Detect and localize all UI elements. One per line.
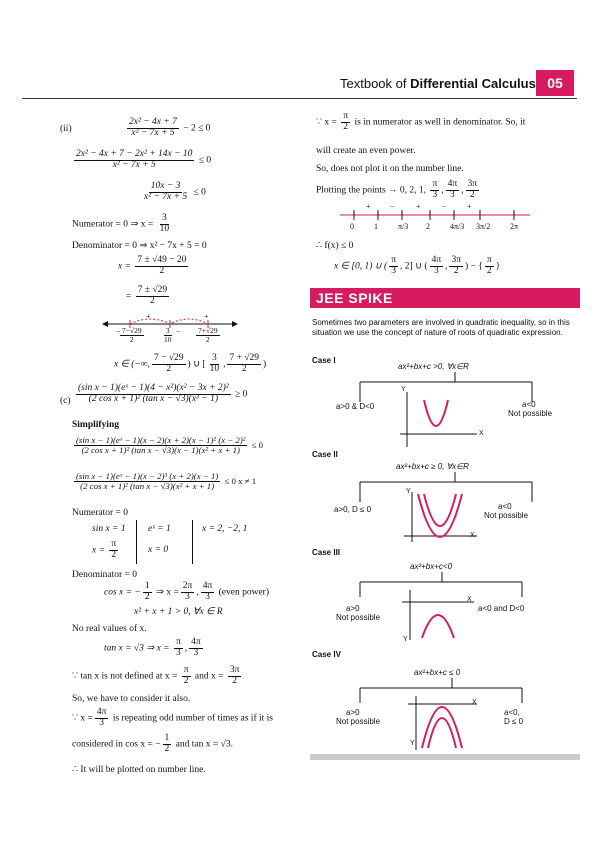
exp-root: eˣ = 1 [148, 524, 171, 534]
number-line-point: 2 [426, 222, 430, 231]
sin-root-x: x = $\frac{\pi}{2}$ [92, 539, 117, 560]
divider-2 [192, 520, 193, 564]
divider-1 [136, 520, 137, 564]
fx-condition: ∴ f(x) ≤ 0 [316, 241, 354, 251]
final-solution: x ∈ [0, 1) ∪ ( $\frac{\pi}{3}$ , 2] ∪ ( $\frac{4\pi}{3}$ , $\frac{3\pi}{2}$ ) − { $\frac{\pi}{2}$ } [334, 255, 501, 276]
roots-line-1: x = $\frac{7 \pm √49 - 20}{2}$ [118, 255, 187, 276]
number-line-point: π/3 [398, 222, 409, 231]
running-header [340, 76, 536, 91]
plotting-points: Plotting the points → 0, 2, 1, $\frac{\pi}{3}$ , $\frac{4\pi}{3}$ , $\frac{3\pi}{2}$ [316, 179, 478, 200]
case-1-condition: ax²+bx+c >0, ∀x∈R [398, 362, 469, 371]
nl-minus-1: − [116, 327, 121, 336]
pi-over-2-note: ∵ x = $\frac{\pi}{2}$ is in numerator as well in denominator. So, it [316, 111, 526, 132]
case-3-y-axis: Y [403, 636, 408, 643]
case-4-x-axis: X [472, 699, 477, 706]
no-plot-line: So, does not plot it on the number line. [316, 164, 464, 174]
simplify-2: $\frac{\text{(sin x − 1)(eˣ − 1)(x − 2)³ (x + 2)(x − 1)}}{\text{(2 cos x + 1)² (tan x − √3)(x² + x + 1)}}$ ≤ 0 x ≠ 1 [76, 471, 257, 492]
spike-intro: Sometimes two parameters are involved in quadratic inequality, so in this situation we use the concept of nature of roots of quadratic expression. [312, 318, 570, 337]
numerator-zero: Numerator = 0 [72, 508, 129, 518]
page-number: 05 [536, 70, 574, 96]
exp-root-x: x = 0 [148, 545, 169, 555]
jee-spike-title: JEE SPIKE [316, 290, 393, 306]
number-line-point: 0 [350, 222, 354, 231]
roots-line-2: = $\frac{7 \pm √29}{2}$ [126, 285, 168, 306]
no-real-values: No real values of x. [72, 624, 147, 634]
spike-bottom-bar [310, 754, 580, 760]
case-2-condition: ax²+bx+c ≥ 0, ∀x∈R [396, 462, 469, 471]
nl-point-2: $\frac{3}{10}$ [164, 326, 172, 344]
step-3: $\frac{10x - 3}{\text{x² − 7x + 5}}$ ≤ 0 [144, 181, 206, 202]
cos-line: cos x = − $\frac{1}{2}$ ⇒ x = $\frac{2\pi}{3}$ , $\frac{4\pi}{3}$ (even power) [104, 581, 270, 602]
repeating-line: ∵ x = $\frac{4\pi}{3}$ is repeating odd number of times as if it is [72, 707, 273, 728]
case-3-label: Case III [312, 548, 341, 557]
case-3-right: a<0 and D<0 [478, 604, 525, 613]
case-1-right-2: Not possible [508, 409, 553, 418]
header-rule [22, 98, 577, 99]
header-title: Differential Calculus [410, 76, 536, 91]
case-3-left-1: a>0 [346, 604, 360, 613]
nl-point-3: $\frac{7+√29}{2}$ [198, 326, 218, 344]
case-4-left-1: a>0 [346, 708, 360, 717]
consider-line: So, we have to consider it also. [72, 694, 191, 704]
label-c: (c) [60, 396, 71, 406]
case-2-y-axis: Y [406, 488, 411, 495]
label-ii: (ii) [60, 124, 72, 134]
tan-undefined: ∵ tan x is not defined at x = $\frac{\pi}{2}$ and x = $\frac{3\pi}{2}$ [72, 665, 240, 686]
step-1: $\frac{\text{2x² − 4x + 7}}{\text{x² − 7x + 5}}$ − 2 ≤ 0 [129, 117, 211, 138]
denominator-line: Denominator = 0 ⇒ x² − 7x + 5 = 0 [72, 241, 207, 251]
case-2-right-2: Not possible [484, 511, 529, 520]
case-4-condition: ax²+bx+c ≤ 0 [414, 668, 461, 677]
case-1-x-axis: X [479, 430, 484, 437]
denominator-zero: Denominator = 0 [72, 570, 137, 580]
number-line-sign: + [416, 202, 421, 211]
sin-root: sin x = 1 [92, 524, 126, 534]
case-2-label: Case II [312, 450, 338, 459]
case-1-y-axis: Y [401, 386, 406, 393]
nl-minus-2: − [176, 327, 181, 336]
considered-line: considered in cos x = − $\frac{1}{2}$ and tan x = √3. [72, 733, 233, 754]
case-4-label: Case IV [312, 650, 341, 659]
number-line-sign: + [467, 202, 472, 211]
problem-c: $\frac{\text{(sin x − 1)(eˣ − 1)(4 − x²)(x² − 3x + 2)²}}{\text{(2 cos x + 1)² (tan x − √3)(x³ − 1)}}$ ≥ 0 [78, 383, 248, 404]
case-1-right-1: a<0 [522, 400, 536, 409]
case-4-right-2: D ≤ 0 [504, 717, 524, 726]
number-line-point: 1 [374, 222, 378, 231]
case-2-left: a>0, D ≤ 0 [334, 505, 372, 514]
number-line-sign: − [442, 202, 447, 211]
quadratic-positive: x² + x + 1 > 0, ∀x ∈ R [134, 607, 223, 617]
numerator-line: Numerator = 0 ⇒ x = $\frac{3}{10}$ [72, 213, 170, 234]
case-3-condition: ax²+bx+c<0 [410, 562, 453, 571]
tan-line: tan x = √3 ⇒ x = $\frac{\pi}{3}$ , $\frac{4\pi}{3}$ [104, 637, 201, 658]
case-3-left-2: Not possible [336, 613, 381, 622]
number-line-sign: + [366, 202, 371, 211]
nl-plus-2: + [204, 312, 209, 321]
header-prefix: Textbook of [340, 76, 411, 91]
number-line-point: 4π/3 [450, 222, 465, 231]
nl-point-1: $\frac{7-√29}{2}$ [122, 326, 142, 344]
case-4-left-2: Not possible [336, 717, 381, 726]
case-4-right-1: a<0, [504, 708, 520, 717]
step-2: $\frac{\text{2x² − 4x + 7 − 2x² + 14x − 10}}{\text{x² − 7x + 5}}$ ≤ 0 [76, 149, 212, 170]
plotted-line: ∴ It will be plotted on number line. [72, 765, 206, 775]
nl-plus-1: + [146, 312, 151, 321]
case-2-right-1: a<0 [498, 502, 512, 511]
case-3-x-axis: X [467, 596, 472, 603]
simplify-1: $\frac{\text{(sin x − 1)(eˣ − 1)(x − 2)(x + 2)(x − 1)² (x − 2)²}}{\text{(2 cos x + 1)² (tan x − √3)(x − 1)(x² + x + 1)}}$ ≤ 0 [76, 435, 264, 456]
poly-roots: x = 2, −2, 1 [202, 524, 248, 534]
number-line-point: 2π [510, 222, 519, 231]
case-2-x-axis: X [470, 532, 475, 539]
solution-ii: x ∈ (−∞, $\frac{7 - √29}{2}$ ) ∪ [ $\frac{3}{10}$ , $\frac{7 + √29}{2}$ ) [114, 353, 267, 374]
case-1-left: a>0 & D<0 [336, 402, 375, 411]
number-line-point: 3π/2 [476, 222, 491, 231]
even-power-line: will create an even power. [316, 146, 416, 156]
case-1-label: Case I [312, 356, 336, 365]
case-4-y-axis: Y [410, 740, 415, 747]
jee-spike-banner [310, 288, 580, 308]
simplifying-heading: Simplifying [72, 420, 119, 430]
number-line-sign: − [390, 202, 395, 211]
